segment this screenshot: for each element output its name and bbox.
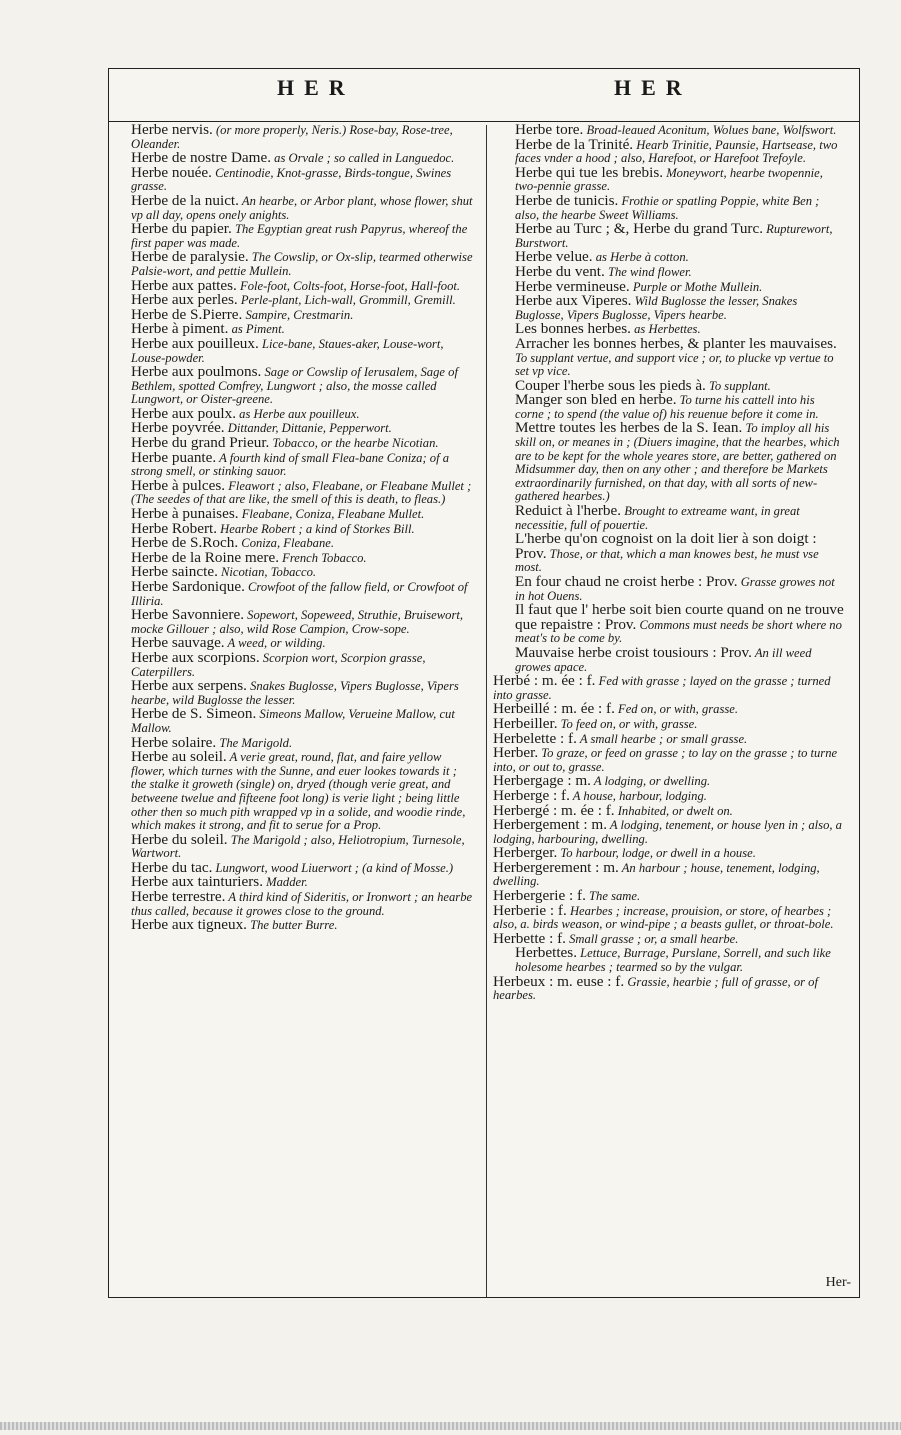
- dictionary-entry: [493, 393, 845, 421]
- dictionary-entry: [493, 504, 845, 532]
- entry-headword: Herbe aux tigneux.: [131, 916, 247, 934]
- dictionary-entry: [493, 746, 845, 774]
- dictionary-entry: [131, 334, 473, 365]
- entry-headword: Herbe aux serpens.: [131, 677, 247, 695]
- entry-headword: Herbe aux Viperes.: [515, 292, 632, 310]
- entry-definition: Madder.: [263, 875, 308, 890]
- entry-definition: Grasse growes not in hot Ouens.: [515, 575, 835, 603]
- entry-definition: A house, harbour, lodging.: [569, 788, 707, 803]
- entry-definition: Wild Buglosse the lesser, Snakes Buglosse, Vipers Buglosse, Vipers hearbe.: [515, 294, 798, 322]
- entry-headword: Herbette : f.: [493, 929, 566, 947]
- dictionary-entry: [131, 448, 473, 479]
- dictionary-entry: [131, 648, 473, 679]
- entry-headword: Herbe poyvrée.: [131, 419, 225, 437]
- entry-definition: Hearbes ; increase, prouision, or store, of hearbes ; also, a. birds weason, or wind-pipe ; a beasts gullet, or throat-bole.: [493, 903, 834, 932]
- entry-definition: Purple or Mothe Mullein.: [629, 279, 763, 294]
- entry-headword: Herberge : f.: [493, 786, 570, 804]
- entry-definition: Nicotian, Tobacco.: [217, 565, 317, 580]
- entry-headword: Herbe de tunicis.: [515, 191, 619, 209]
- entry-definition: Sage or Cowslip of Ierusalem, Sage of Bethlem, spotted Comfrey, Lungwort ; also, the mosse called Lungwort, or Oister-greene.: [131, 365, 458, 407]
- entry-definition: An ill weed growes apace.: [515, 645, 812, 674]
- entry-headword: Herbergé : m. ée : f.: [493, 801, 615, 819]
- catchword: Her-: [825, 1275, 851, 1290]
- entry-headword: Herbe de la Roine mere.: [131, 548, 280, 566]
- entry-definition: The Marigold ; also, Heliotropium, Turnesole, Wartwort.: [131, 832, 465, 861]
- entry-definition: Perle-plant, Lich-wall, Grommill, Gremill.: [237, 293, 456, 308]
- dictionary-entry: [131, 890, 473, 918]
- running-head-left: HER: [277, 75, 355, 100]
- entry-headword: Herbe solaire.: [131, 733, 217, 751]
- entry-headword: Herbe qui tue les brebis.: [515, 163, 664, 181]
- entry-definition: The wind flower.: [604, 264, 692, 279]
- entry-definition: Fleabane, Coniza, Fleabane Mullet.: [238, 507, 425, 522]
- entry-definition: Dittander, Dittanie, Pepperwort.: [224, 421, 392, 436]
- entry-definition: To turne his cattell into his corne ; to spend (the value of) his reuenue before it come in.: [515, 393, 819, 421]
- dictionary-entry: [493, 294, 845, 322]
- dictionary-entry: [493, 135, 845, 166]
- dictionary-entry: [493, 901, 845, 932]
- entry-definition: Sampire, Crestmarin.: [242, 307, 354, 322]
- entry-headword: Herbe aux pouilleux.: [131, 334, 259, 352]
- entry-definition: Simeons Mallow, Verueine Mallow, cut Mallow.: [131, 707, 455, 735]
- entry-definition: To feed on, or with, grasse.: [557, 716, 698, 731]
- entry-headword: Herbeux : m. euse : f.: [493, 972, 625, 990]
- entry-headword: Couper l'herbe sous les pieds à.: [515, 376, 706, 394]
- dictionary-entry: [493, 972, 845, 1003]
- entry-definition: as Piment.: [228, 322, 285, 337]
- entry-headword: Herbe de paralysie.: [131, 248, 249, 266]
- running-head-right: HER: [614, 75, 692, 100]
- entry-definition: The butter Burre.: [246, 918, 338, 933]
- entry-headword: Herbe de la nuict.: [131, 191, 239, 209]
- entry-definition: (or more properly, Neris.) Rose-bay, Rose-tree, Oleander.: [131, 123, 453, 151]
- entry-definition: Lungwort, wood Liuerwort ; (a kind of Mosse.): [212, 860, 454, 875]
- entry-headword: Herbé : m. ée : f.: [493, 672, 596, 690]
- entry-definition: A small hearbe ; or small grasse.: [576, 731, 748, 746]
- dictionary-entry: [131, 580, 473, 608]
- entry-headword: Herbe tore.: [515, 121, 584, 138]
- entry-headword: Arracher les bonnes herbes, & planter les mauvaises.: [515, 334, 837, 352]
- entry-definition: An hearbe, or Arbor plant, whose flower, shut vp all day, opens onely anights.: [131, 193, 473, 222]
- entry-definition: Coniza, Fleabane.: [238, 536, 334, 551]
- entry-headword: Herbe du vent.: [515, 262, 605, 280]
- header-rule: [109, 121, 859, 122]
- entry-headword: Mauvaise herbe croist tousiours : Prov.: [515, 643, 752, 661]
- entry-headword: Herbe de S. Simeon.: [131, 705, 257, 723]
- entry-headword: Herbe au soleil.: [131, 748, 227, 766]
- dictionary-entry: [493, 858, 845, 889]
- entry-headword: Herbe terrestre.: [131, 888, 226, 906]
- entry-headword: Herbe aux perles.: [131, 291, 238, 309]
- entry-definition: A fourth kind of small Flea-bane Coniza; of a strong smell, or stinking sauor.: [131, 450, 450, 479]
- entry-definition: Moneywort, hearbe twopennie, two-pennie grasse.: [515, 165, 823, 194]
- entry-headword: Herberger.: [493, 844, 558, 862]
- entry-headword: Herbe puante.: [131, 448, 217, 466]
- entry-definition: A lodging, or dwelling.: [590, 774, 711, 789]
- entry-definition: Commons must needs be short where no meat's to be come by.: [515, 617, 842, 646]
- entry-definition: The Egyptian great rush Papyrus, whereof the first paper was made.: [131, 222, 468, 250]
- dictionary-entry: [493, 163, 845, 194]
- entry-headword: Manger son bled en herbe.: [515, 391, 677, 409]
- entry-headword: L'herbe qu'on cognoist on la doit lier à son doigt : Prov.: [515, 530, 817, 562]
- dictionary-entry: [131, 750, 473, 833]
- entry-headword: Herbe velue.: [515, 248, 593, 266]
- entry-headword: Herbe de S.Roch.: [131, 534, 239, 552]
- dictionary-entry: [131, 707, 473, 735]
- entry-headword: Herbeillé : m. ée : f.: [493, 700, 615, 718]
- dictionary-entry: [131, 679, 473, 707]
- dictionary-entry: [493, 603, 845, 646]
- entry-headword: Herbe de la Trinité.: [515, 135, 634, 153]
- entry-definition: Hearbe Robert ; a kind of Storkes Bill.: [217, 521, 415, 536]
- entry-headword: Herbe du papier.: [131, 220, 232, 238]
- dictionary-entry: [493, 575, 845, 603]
- entry-headword: Herbe du soleil.: [131, 830, 228, 848]
- entry-headword: Herbe Sardonique.: [131, 578, 245, 595]
- entry-definition: Centinodie, Knot-grasse, Birds-tongue, Swines grasse.: [131, 165, 452, 194]
- entry-definition: Inhabited, or dwelt on.: [614, 803, 733, 818]
- dictionary-entry: [493, 334, 845, 379]
- column-divider: [486, 125, 487, 1297]
- entry-definition: Sopewort, Sopeweed, Struthie, Bruisewort, mocke Gillouer ; also, wild Rose Campion, Crow-sope.: [131, 608, 464, 636]
- entry-definition: The Marigold.: [216, 735, 293, 750]
- entry-headword: En four chaud ne croist herbe : Prov.: [515, 573, 738, 590]
- entry-definition: Snakes Buglosse, Vipers Buglosse, Vipers hearbe, wild Buglosse the lesser.: [131, 679, 459, 707]
- entry-definition: A lodging, tenement, or house lyen in ; also, a lodging, harbouring, dwelling.: [493, 818, 842, 846]
- entry-headword: Herbe à punaises.: [131, 505, 239, 523]
- entry-headword: Herbettes.: [515, 944, 577, 962]
- dictionary-entry: [493, 946, 845, 974]
- dictionary-entry: [493, 729, 845, 747]
- entry-definition: To supplant.: [705, 378, 771, 393]
- entry-headword: Herbe saincte.: [131, 563, 218, 581]
- dictionary-entry: [131, 222, 473, 250]
- entry-definition: A verie great, round, flat, and faire yellow flower, which turnes with the Sunne, and euer lookes towards it ; the stalke it groweth (single) on, dryed (though verie great, and betweene twelue and fifteene foot long) is verie light ; being little other then so much pith wrapped vp in a solide, and woodie rinde, which makes it strong, and fit to serue for a Prop.: [131, 750, 466, 833]
- entry-definition: Broad-leaued Aconitum, Wolues bane, Wolfswort.: [583, 123, 837, 137]
- entry-headword: Herbe aux tainturiers.: [131, 873, 263, 891]
- entry-headword: Herbe Savonniere.: [131, 606, 245, 624]
- dictionary-entry: [131, 123, 473, 151]
- entry-headword: Herbeiller.: [493, 714, 558, 732]
- entry-headword: Herbe Robert.: [131, 519, 218, 537]
- entry-headword: Herber.: [493, 744, 539, 762]
- entry-definition: Crowfoot of the fallow field, or Crowfoot of Illiria.: [131, 580, 468, 608]
- dictionary-entry: [131, 830, 473, 861]
- entry-headword: Herbe à piment.: [131, 320, 229, 338]
- entry-headword: Herbe au Turc ; &, Herbe du grand Turc.: [515, 220, 764, 238]
- entry-definition: as Herbe aux pouilleux.: [236, 406, 360, 421]
- entry-headword: Reduict à l'herbe.: [515, 502, 622, 520]
- entry-definition: French Tobacco.: [279, 550, 367, 565]
- entry-definition: Rupturewort, Burstwort.: [515, 222, 833, 250]
- entry-definition: A third kind of Sideritis, or Ironwort ; an hearbe thus called, because it growes close to the ground.: [131, 890, 473, 918]
- entry-headword: Herberie : f.: [493, 901, 567, 919]
- entry-definition: Tobacco, or the hearbe Nicotian.: [269, 436, 439, 451]
- entry-definition: The Cowslip, or Ox-slip, tearmed otherwise Palsie-wort, and pettie Mullein.: [131, 250, 473, 278]
- dictionary-entry: [493, 191, 845, 222]
- entry-headword: Il faut que l' herbe soit bien courte quand on ne trouve que repaistre : Prov.: [515, 601, 844, 633]
- dictionary-entry: [493, 222, 845, 250]
- entry-definition: Those, or that, which a man knowes best, he must vse most.: [515, 546, 819, 575]
- entry-definition: Fed with grasse ; layed on the grasse ; turned into grasse.: [493, 674, 831, 702]
- entry-headword: Herbe du tac.: [131, 858, 213, 876]
- entry-headword: Herbergerie : f.: [493, 887, 586, 905]
- dictionary-entry: [131, 918, 473, 933]
- dictionary-entry: [493, 674, 845, 702]
- entry-definition: as Herbe à cotton.: [592, 250, 689, 265]
- entry-definition: To graze, or feed on grasse ; to lay on the grasse ; to turne into, or out to, grasse.: [493, 746, 838, 774]
- entry-headword: Herbe du grand Prieur.: [131, 434, 270, 452]
- entry-headword: Herbergage : m.: [493, 772, 591, 790]
- entry-definition: Scorpion wort, Scorpion grasse, Caterpillers.: [131, 650, 426, 679]
- entry-definition: A weed, or wilding.: [224, 636, 326, 651]
- dictionary-entry: [131, 250, 473, 278]
- dictionary-entry: [493, 421, 845, 504]
- entry-headword: Herbe de nostre Dame.: [131, 149, 272, 167]
- entry-definition: To imploy all his skill on, or meanes in ; (Diuers imagine, that the hearbes, which are to be kept for the whole yeares store, are better, gathered on Midsummer day, then on any other ; and therefore be Markets extraordinarily furnished, on that day, with all sorts of new-gathered hearbes.): [515, 421, 840, 504]
- entry-headword: Herbe aux pattes.: [131, 276, 237, 294]
- entry-headword: Herbe aux scorpions.: [131, 648, 260, 666]
- dictionary-entry: [131, 608, 473, 636]
- entry-definition: The same.: [585, 889, 641, 904]
- entry-headword: Herbe nouée.: [131, 163, 212, 181]
- entry-headword: Herbe nervis.: [131, 121, 213, 138]
- entry-definition: An harbour ; house, tenement, lodging, dwelling.: [493, 860, 820, 889]
- scan-edge-strip: [0, 1422, 901, 1430]
- dictionary-entry: [131, 365, 473, 407]
- left-column: [131, 123, 473, 933]
- entry-headword: Herbergement : m.: [493, 816, 608, 834]
- entry-headword: Les bonnes herbes.: [515, 320, 631, 338]
- dictionary-entry: [131, 191, 473, 222]
- entry-definition: Fed on, or with, grasse.: [614, 702, 739, 717]
- entry-definition: as Orvale ; so called in Languedoc.: [271, 151, 455, 166]
- dictionary-entry: [493, 532, 845, 575]
- dictionary-entry: [493, 818, 845, 846]
- entry-headword: Herbe aux poulx.: [131, 404, 237, 422]
- dictionary-entry: [493, 643, 845, 674]
- entry-definition: as Herbettes.: [630, 322, 701, 337]
- right-column: [493, 123, 845, 1003]
- entry-headword: Herbe aux poulmons.: [131, 363, 262, 381]
- entry-definition: Fleawort ; also, Fleabane, or Fleabane Mullet ; (The seedes of that are like, the smell of this is death, to fleas.): [131, 478, 472, 507]
- entry-definition: To supplant vertue, and support vice ; or, to plucke vp vertue to set vp vice.: [515, 350, 834, 379]
- entry-definition: Hearb Trinitie, Paunsie, Hartsease, two faces vnder a hood ; also, Harefoot, or Harefoot Trefoyle.: [515, 137, 838, 166]
- page-frame: [108, 68, 860, 1298]
- entry-definition: Small grasse ; or, a small hearbe.: [565, 931, 739, 946]
- entry-headword: Herbergerement : m.: [493, 858, 619, 876]
- dictionary-entry: [131, 163, 473, 194]
- entry-headword: Herbe vermineuse.: [515, 277, 630, 295]
- entry-definition: Lice-bane, Staues-aker, Louse-wort, Louse-powder.: [131, 336, 444, 365]
- entry-headword: Herbe à pulces.: [131, 476, 226, 494]
- entry-headword: Herbe sauvage.: [131, 634, 225, 652]
- dictionary-entry: [131, 476, 473, 507]
- entry-headword: Herbelette : f.: [493, 729, 577, 747]
- entry-definition: Fole-foot, Colts-foot, Horse-foot, Hall-foot.: [236, 278, 461, 293]
- entry-headword: Mettre toutes les herbes de la S. Iean.: [515, 419, 743, 437]
- entry-definition: Lettuce, Burrage, Purslane, Sorrell, and such like holesome hearbes ; tearmed so by the vulgar.: [515, 946, 831, 975]
- entry-definition: Brought to extreame want, in great necessitie, full of pouertie.: [515, 504, 800, 532]
- entry-definition: Frothie or spatling Poppie, white Ben ; also, the hearbe Sweet Williams.: [515, 193, 820, 222]
- entry-headword: Herbe de S.Pierre.: [131, 305, 243, 323]
- entry-definition: To harbour, lodge, or dwell in a house.: [557, 846, 756, 861]
- entry-definition: Grassie, hearbie ; full of grasse, or of hearbes.: [493, 974, 818, 1003]
